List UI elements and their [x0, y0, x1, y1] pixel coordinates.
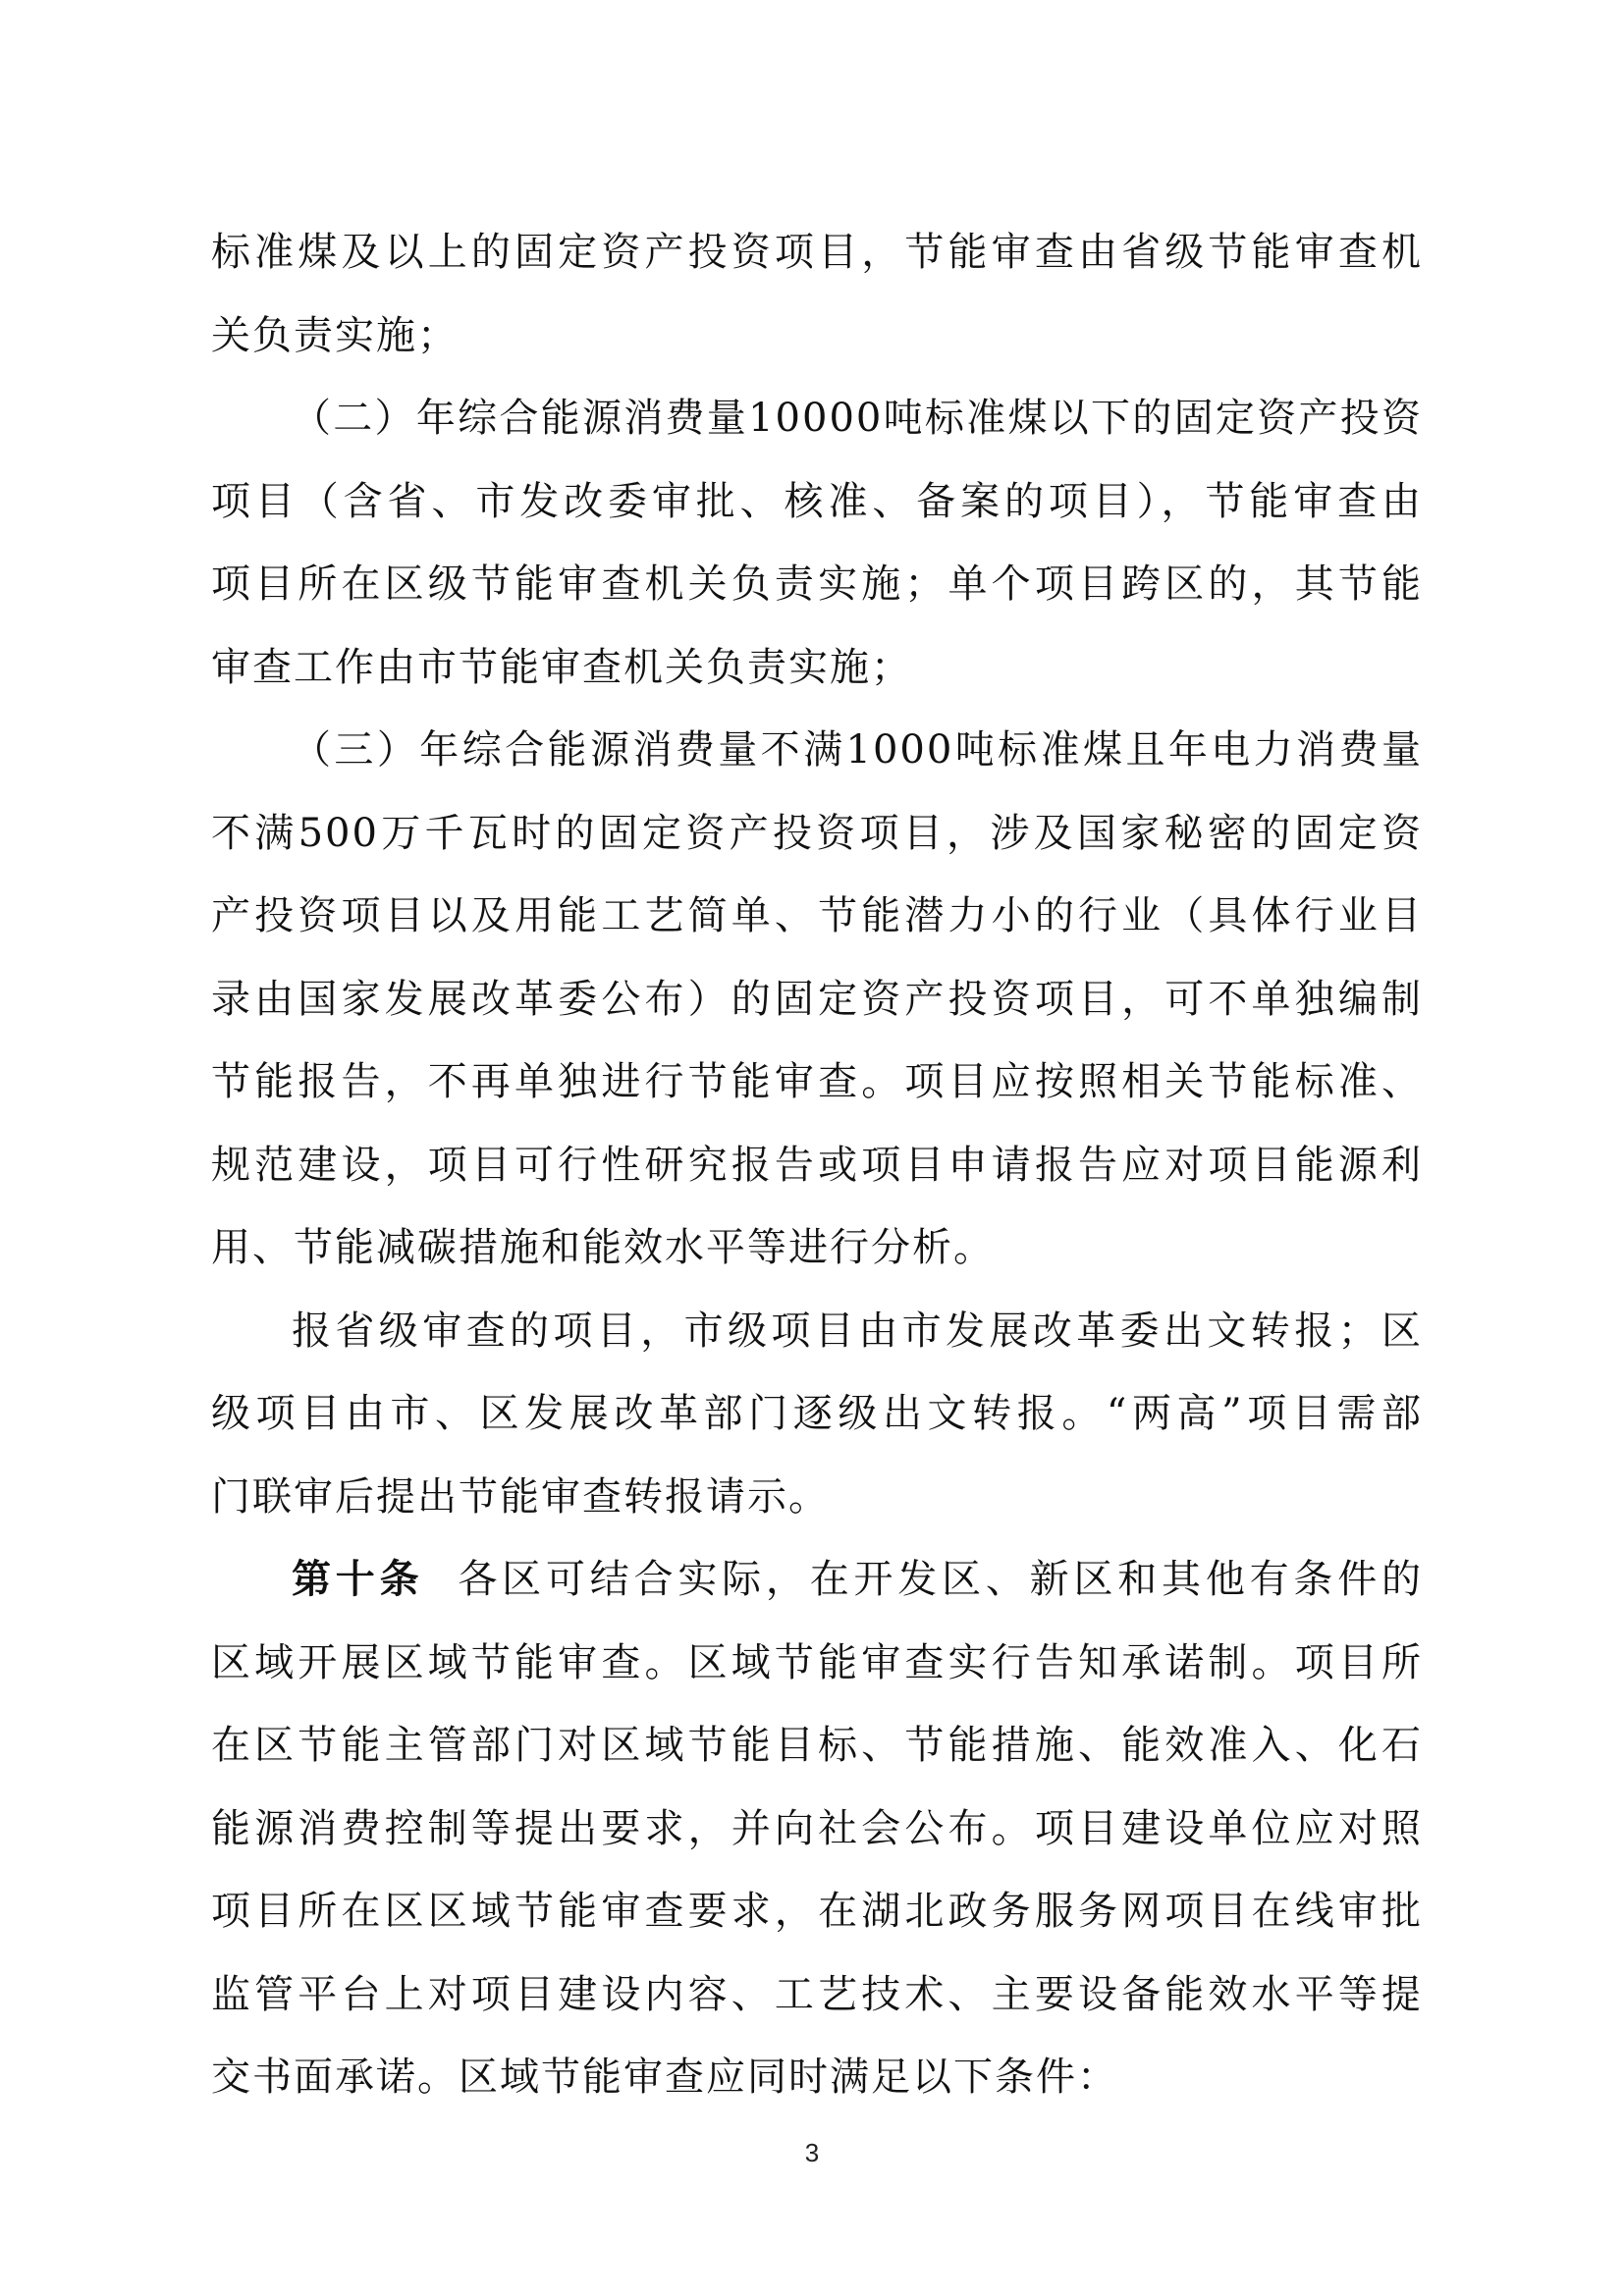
text-line: 监管平台上对项目建设内容、工艺技术、主要设备能效水平等提	[211, 1971, 1423, 2017]
text-line: 项目所在区级节能审查机关负责实施；单个项目跨区的，其节能	[211, 561, 1423, 607]
text-line: 在区节能主管部门对区域节能目标、节能措施、能效准入、化石	[211, 1723, 1423, 1768]
text-line: 区域开展区域节能审查。区域节能审查实行告知承诺制。项目所	[211, 1639, 1423, 1685]
text-line: 项目所在区区域节能审查要求，在湖北政务服务网项目在线审批	[211, 1889, 1423, 1934]
text-line: 级项目由市、区发展改革部门逐级出文转报。“两高”项目需部	[211, 1391, 1423, 1436]
text-line: 录由国家发展改革委公布）的固定资产投资项目，可不单独编制	[211, 976, 1423, 1022]
text-line: 报省级审查的项目，市级项目由市发展改革委出文转报；区	[292, 1308, 1423, 1354]
text-line: 关负责实施；	[211, 312, 459, 358]
article-10-heading: 第十条	[292, 1557, 424, 1602]
text-line: 不满500万千瓦时的固定资产投资项目，涉及国家秘密的固定资	[211, 810, 1423, 856]
text-line: 交书面承诺。区域节能审查应同时满足以下条件：	[211, 2055, 1118, 2100]
page-number: 3	[804, 2138, 820, 2167]
text-line: 用、节能减碳措施和能效水平等进行分析。	[211, 1225, 995, 1270]
text-line: 标准煤及以上的固定资产投资项目，节能审查由省级节能审查机	[211, 230, 1423, 275]
text-line: 产投资项目以及用能工艺简单、节能潜力小的行业（具体行业目	[211, 893, 1423, 938]
text-line: 门联审后提出节能审查转报请示。	[211, 1473, 830, 1520]
text-line: 能源消费控制等提出要求，并向社会公布。项目建设单位应对照	[211, 1805, 1423, 1851]
text-line: 审查工作由市节能审查机关负责实施；	[211, 644, 912, 690]
article-10-first-line	[211, 1538, 1423, 1622]
text-line: 节能报告，不再单独进行节能审查。项目应按照相关节能标准、	[211, 1059, 1423, 1104]
text-line: 项目（含省、市发改委审批、核准、备案的项目），节能审查由	[211, 478, 1423, 524]
text-line: 规范建设，项目可行性研究报告或项目申请报告应对项目能源利	[211, 1142, 1423, 1188]
article-10-first-line-text: 各区可结合实际，在开发区、新区和其他有条件的	[458, 1557, 1423, 1602]
text-line: （三）年综合能源消费量不满1000吨标准煤且年电力消费量	[292, 727, 1423, 773]
document-body	[211, 211, 1423, 2119]
text-line: （二）年综合能源消费量10000吨标准煤以下的固定资产投资	[292, 396, 1423, 441]
